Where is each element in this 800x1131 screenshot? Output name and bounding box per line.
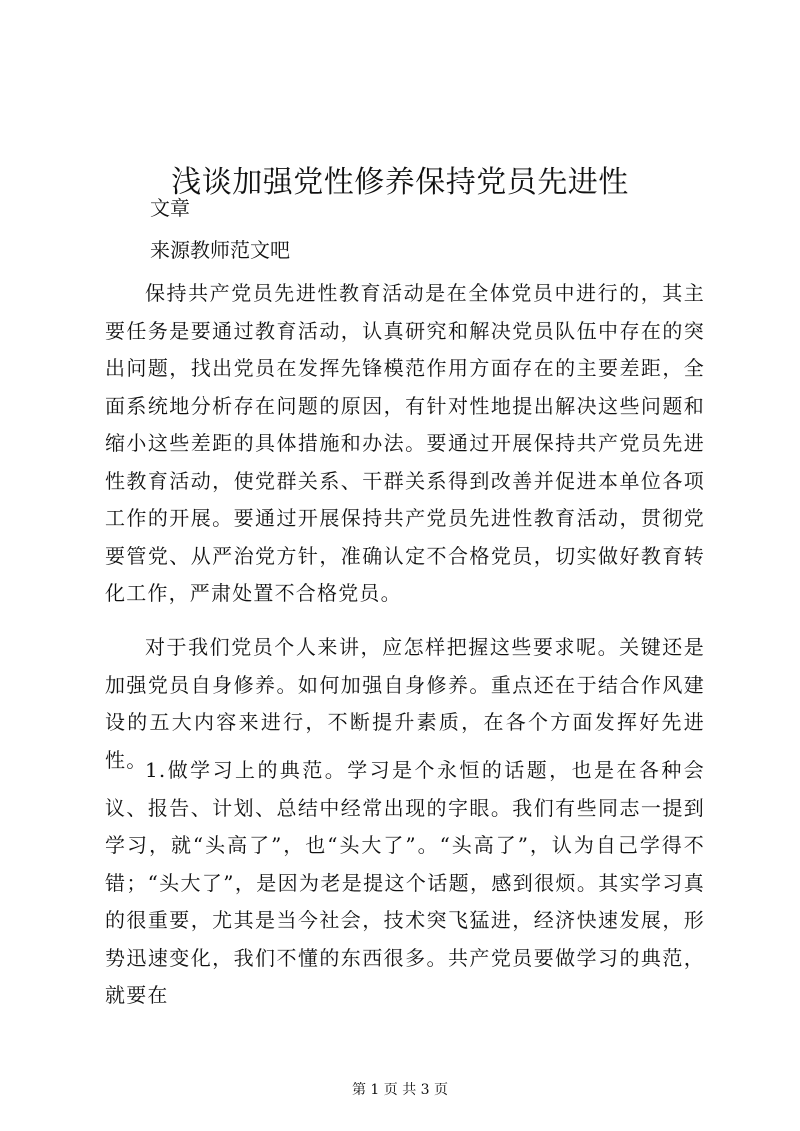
paragraph: 对于我们党员个人来讲，应怎样把握这些要求呢。关键还是加强党员自身修养。如何加强自身修养。重点还在于结合作风建设的五大内容来进行，不断提升素质，在各个方面发挥好先进性。 — [105, 635, 705, 772]
document-title: 浅谈加强党性修养保持党员先进性 — [171, 165, 629, 201]
paragraph-3-block — [105, 752, 705, 1015]
source-line: 来源教师范文吧 — [150, 238, 290, 262]
article-label: 文章 — [150, 196, 190, 220]
paragraph-1-block — [105, 275, 705, 613]
paragraph: 保持共产党员先进性教育活动是在全体党员中进行的，其主要任务是要通过教育活动，认真研究和解决党员队伍中存在的突出问题，找出党员在发挥先锋模范作用方面存在的主要差距，全面系统地分析存在问题的原因，有针对性地提出解决这些问题和缩小这些差距的具体措施和办法。要通过开展保持共产党员先进性教育活动，使党群关系、干群关系得到改善并促进本单位各项工作的开展。要通过开展保持共产党员先进性教育活动，贯彻党要管党、从严治党方针，准确认定不合格党员，切实做好教育转化工作，严肃处置不合格党员。 — [105, 281, 705, 605]
paragraph: 1.做学习上的典范。学习是个永恒的话题，也是在各种会议、报告、计划、总结中经常出现的字眼。我们有些同志一提到学习，就“头高了”，也“头大了”。“头高了”，认为自己学得不错；“头大了”，是因为老是提这个话题，感到很烦。其实学习真的很重要，尤其是当今社会，技术突飞猛进，经济快速发展，形势迅速变化，我们不懂的东西很多。共产党员要做学习的典范，就要在 — [105, 758, 705, 1007]
page-footer: 第 1 页 共 3 页 — [351, 1082, 449, 1098]
